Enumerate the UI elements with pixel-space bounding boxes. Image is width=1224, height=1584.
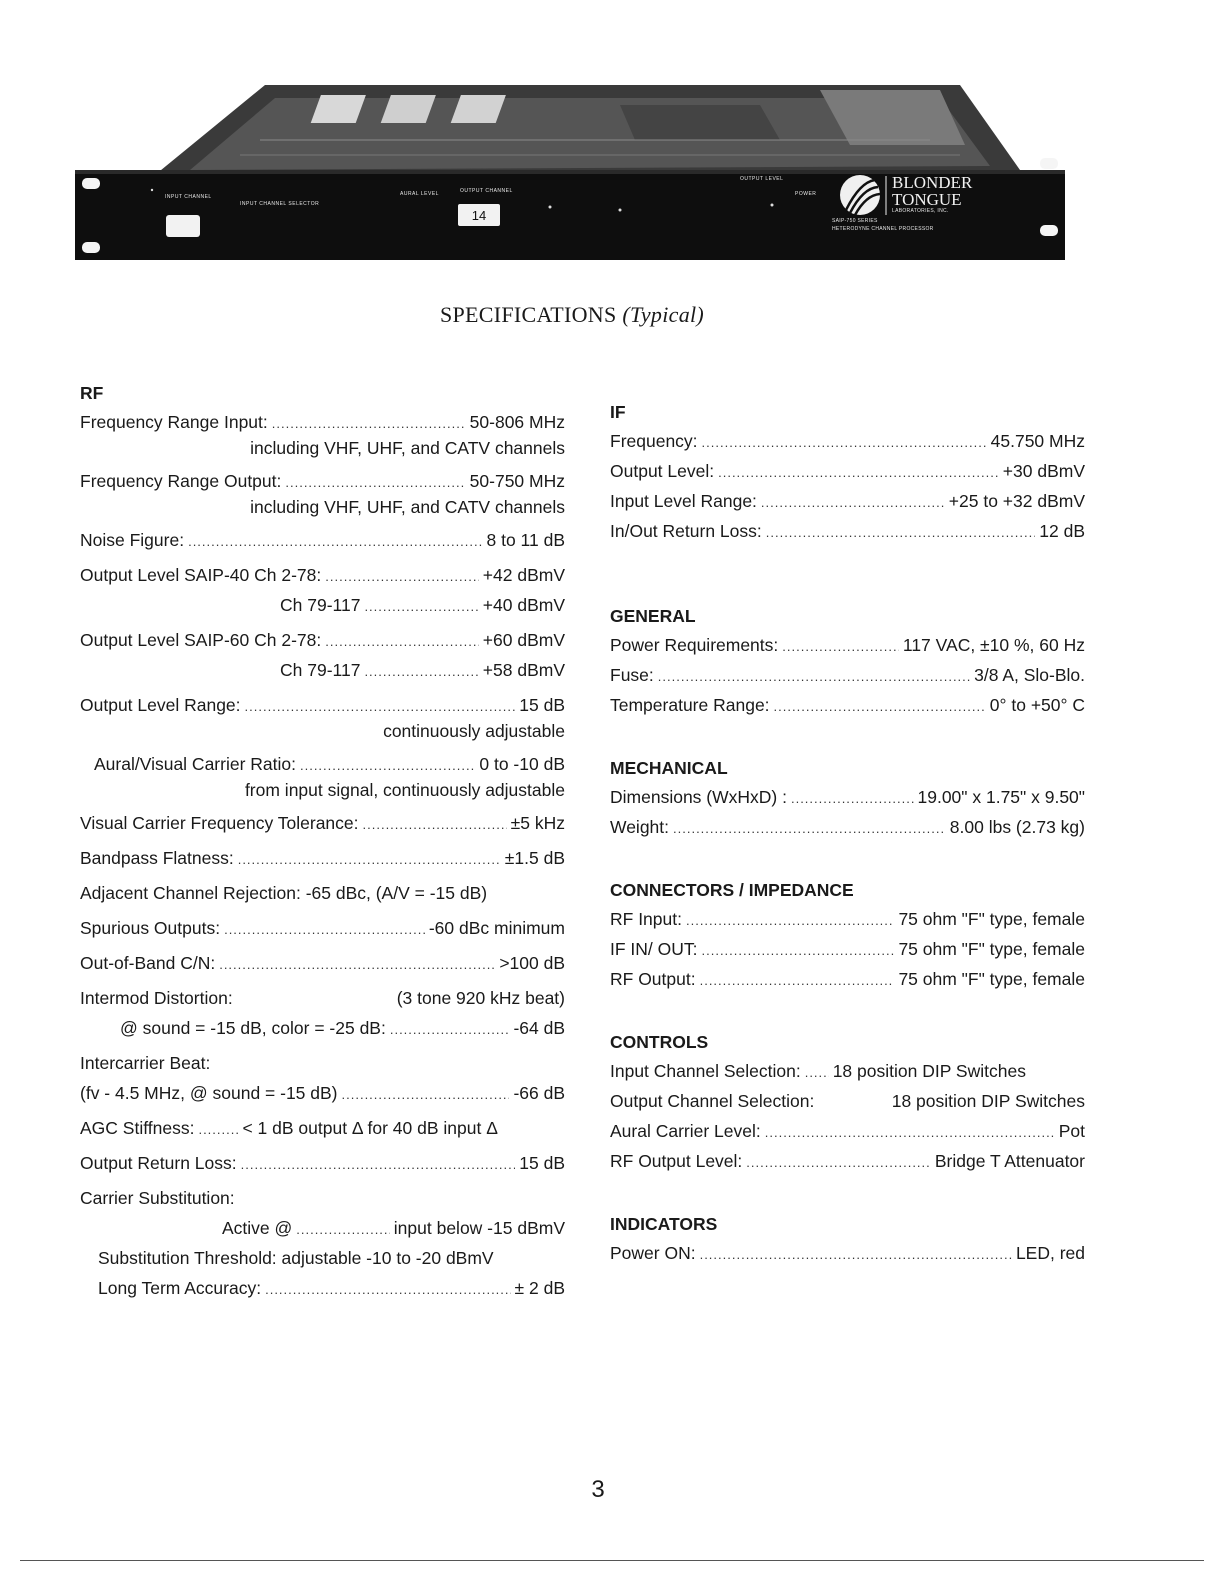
spec-row-freq-input: Frequency Range Input: ..... 50-806 MHz	[80, 412, 565, 433]
section-mechanical	[610, 758, 1085, 838]
spec-row-adjacent: Adjacent Channel Rejection: -65 dBc, (A/V = -15 dB)	[80, 883, 488, 903]
spec-row-controls-2: Aural Carrier Level: ..... Pot	[610, 1121, 1085, 1142]
spec-note-freq-output: including VHF, UHF, and CATV channels	[250, 497, 565, 517]
spec-note-output-range: continuously adjustable	[383, 721, 565, 741]
section-heading-rf: RF	[80, 383, 104, 403]
spec-row-indicators-0: Power ON: ..... LED, red	[610, 1243, 1085, 1264]
spec-row-if-2: Input Level Range: ..... +25 to +32 dBmV	[610, 491, 1085, 512]
spec-row-av-ratio: Aural/Visual Carrier Ratio: ..... 0 to -10 dB	[80, 754, 565, 775]
channel-processor-image	[60, 70, 1070, 270]
spec-row-general-0: Power Requirements: ..... 117 VAC, ±10 %, 60 Hz	[610, 635, 1085, 656]
panel-label-input-selector: INPUT CHANNEL SELECTOR	[240, 201, 320, 207]
spec-row-oob: Out-of-Band C/N: ..... >100 dB	[80, 953, 565, 974]
spec-row-connectors-1: IF IN/ OUT: ..... 75 ohm "F" type, female	[610, 939, 1085, 960]
spec-row-carrier-accuracy: Long Term Accuracy: ..... ± 2 dB	[80, 1278, 565, 1299]
spec-row-controls-0: Input Channel Selection: ..... 18 position DIP Switches	[610, 1061, 1085, 1082]
spec-row-controls-1: Output Channel Selection: 18 position DIP Switches	[610, 1091, 1085, 1111]
spec-row-if-3: In/Out Return Loss: ..... 12 dB	[610, 521, 1085, 542]
section-connectors	[610, 880, 1085, 990]
section-heading-if: IF	[610, 402, 626, 422]
spec-row-saip60-high: Ch 79-117 ..... +58 dBmV	[80, 660, 565, 681]
spec-note-av-ratio: from input signal, continuously adjustable	[244, 780, 565, 800]
spec-row-general-1: Fuse: ..... 3/8 A, Slo-Blo.	[610, 665, 1085, 686]
spec-row-saip40-high: Ch 79-117 ..... +40 dBmV	[80, 595, 565, 616]
spec-row-if-0: Frequency: ..... 45.750 MHz	[610, 431, 1085, 452]
right-specs-column	[610, 402, 1085, 1306]
section-indicators	[610, 1214, 1085, 1264]
section-controls	[610, 1032, 1085, 1172]
spec-row-carrier-threshold: Substitution Threshold: adjustable -10 to -20 dBmV	[98, 1248, 494, 1268]
brand-name-line2: TONGUE	[892, 190, 962, 209]
footer-divider	[20, 1560, 1204, 1561]
spec-row-if-1: Output Level: ..... +30 dBmV	[610, 461, 1085, 482]
spec-row-general-2: Temperature Range: ..... 0° to +50° C	[610, 695, 1085, 716]
spec-row-noise-figure: Noise Figure: ..... 8 to 11 dB	[80, 530, 565, 551]
section-heading-indicators: INDICATORS	[610, 1214, 718, 1234]
spec-row-bandpass: Bandpass Flatness: ..... ±1.5 dB	[80, 848, 565, 869]
spec-row-saip40: Output Level SAIP-40 Ch 2-78: ..... +42 dBmV	[80, 565, 565, 586]
brand-subtitle: LABORATORIES, INC.	[892, 208, 949, 214]
spec-row-freq-output: Frequency Range Output: ..... 50-750 MHz	[80, 471, 565, 492]
brand-name-line1: BLONDER	[892, 173, 973, 192]
spec-row-agc: AGC Stiffness: ..... < 1 dB output Δ for 40 dB input Δ	[80, 1118, 565, 1139]
spec-row-mechanical-1: Weight: ..... 8.00 lbs (2.73 kg)	[610, 817, 1085, 838]
page-title	[0, 302, 1144, 328]
product-photo	[60, 70, 1070, 270]
spec-row-mechanical-0: Dimensions (WxHxD) : ..... 19.00" x 1.75" x 9.50"	[610, 787, 1085, 808]
spec-row-intermod: Intermod Distortion: (3 tone 920 kHz beat)	[80, 988, 565, 1008]
title-main: SPECIFICATIONS	[439, 302, 617, 327]
section-general	[610, 606, 1085, 716]
spec-row-saip60: Output Level SAIP-60 Ch 2-78: ..... +60 dBmV	[80, 630, 565, 651]
panel-label-aural-level: AURAL LEVEL	[400, 191, 439, 197]
series-label: SAIP-750 SERIES	[832, 218, 878, 224]
product-label: HETERODYNE CHANNEL PROCESSOR	[832, 226, 934, 232]
rf-specs-column	[80, 383, 565, 1308]
blonder-tongue-logo	[840, 173, 973, 215]
panel-label-input-channel: INPUT CHANNEL	[165, 194, 212, 200]
section-heading-mechanical: MECHANICAL	[610, 758, 728, 778]
spec-row-carrier-sub: Carrier Substitution:	[80, 1188, 235, 1208]
spec-row-intercarrier-sub: (fv - 4.5 MHz, @ sound = -15 dB) ..... -66 dB	[80, 1083, 565, 1104]
spec-row-spurious: Spurious Outputs: ..... -60 dBc minimum	[80, 918, 565, 939]
spec-row-return-loss: Output Return Loss: ..... 15 dB	[80, 1153, 565, 1174]
spec-row-intermod-sub: @ sound = -15 dB, color = -25 dB: ..... -64 dB	[80, 1018, 565, 1039]
spec-row-visual-tolerance: Visual Carrier Frequency Tolerance: ..... ±5 kHz	[80, 813, 565, 834]
section-heading-connectors: CONNECTORS / IMPEDANCE	[610, 880, 854, 900]
panel-label-power: POWER	[795, 191, 817, 197]
section-heading-controls: CONTROLS	[610, 1032, 709, 1052]
spec-row-controls-3: RF Output Level: ..... Bridge T Attenuator	[610, 1151, 1085, 1172]
section-heading-general: GENERAL	[610, 606, 696, 626]
title-typical: (Typical)	[622, 302, 705, 327]
panel-label-output-channel: OUTPUT CHANNEL	[460, 188, 513, 194]
channel-display: 14	[471, 208, 487, 223]
spec-row-connectors-2: RF Output: ..... 75 ohm "F" type, female	[610, 969, 1085, 990]
spec-row-carrier-active: Active @ ..... input below -15 dBmV	[80, 1218, 565, 1239]
spec-row-output-range: Output Level Range: ..... 15 dB	[80, 695, 565, 716]
spec-row-connectors-0: RF Input: ..... 75 ohm "F" type, female	[610, 909, 1085, 930]
page-number: 3	[591, 1476, 605, 1503]
spec-note-freq-input: including VHF, UHF, and CATV channels	[250, 438, 565, 458]
section-if	[610, 402, 1085, 542]
panel-label-output-level: OUTPUT LEVEL	[740, 176, 784, 182]
spec-row-intercarrier: Intercarrier Beat:	[80, 1053, 211, 1073]
